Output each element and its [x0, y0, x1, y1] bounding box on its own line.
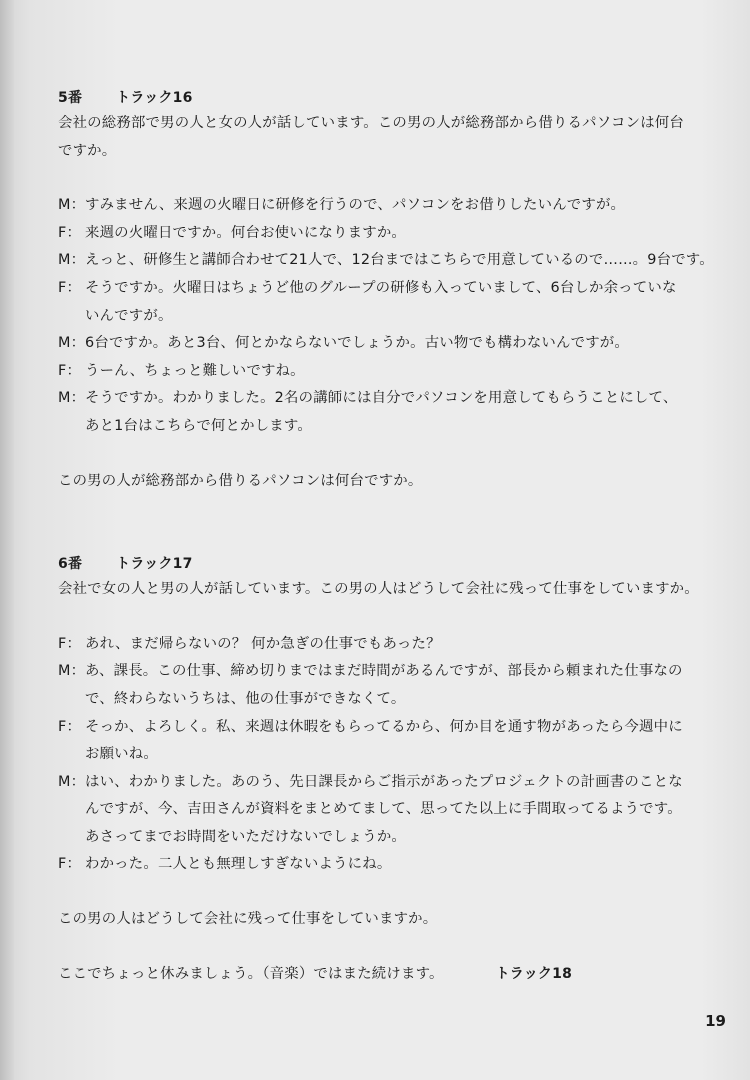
- speaker-label: F：: [58, 635, 82, 652]
- section6-number: 6番: [58, 556, 83, 573]
- dialogue-line: [58, 385, 698, 413]
- dialogue-continuation: あさってまでお時間をいただけないでしょうか。: [85, 828, 406, 845]
- dialogue-text: あ、課長。この仕事、締め切りまではまだ時間があるんですが、部長から頼まれた仕事なの: [85, 663, 683, 680]
- section5-question-line: ですか。: [58, 142, 117, 159]
- dialogue-continuation: あと1台はこちらで何とかします。: [85, 417, 312, 434]
- section6-track: トラック17: [116, 556, 193, 573]
- section6-repeat-question: この男の人はどうして会社に残って仕事をしていますか。: [58, 911, 438, 928]
- section5-header: [58, 86, 698, 110]
- dialogue-line: [58, 851, 698, 879]
- dialogue-text: 6台ですか。あと3台、何とかならないでしょうか。古い物でも構わないんですが。: [85, 335, 629, 352]
- section5-question-line: 会社の総務部で男の人と女の人が話しています。この男の人が総務部から借りるパソコンは何台: [58, 115, 684, 131]
- dialogue-continuation: お願いね。: [85, 746, 158, 763]
- speaker-label: F：: [58, 279, 82, 296]
- dialogue-continuation: で、終わらないうちは、他の仕事ができなくて。: [85, 690, 406, 707]
- dialogue-continuation: んですが、今、吉田さんが資料をまとめてまして、思ってた以上に手間取ってるようです。: [85, 801, 682, 818]
- break-text: ここでちょっと休みましょう。（音楽）ではまた続けます。: [58, 965, 444, 982]
- dialogue-text: あれ、まだ帰らないの？ 何か急ぎの仕事でもあった？: [85, 635, 441, 652]
- section6-header: [58, 552, 698, 576]
- speaker-label: F：: [58, 224, 82, 241]
- speaker-label: M：: [58, 773, 86, 790]
- speaker-label: M：: [58, 335, 86, 352]
- page-text: [58, 86, 714, 988]
- dialogue-line: [58, 714, 698, 742]
- dialogue-text: すみません、来週の火曜日に研修を行うので、パソコンをお借りしたいんですが。: [85, 197, 626, 214]
- dialogue-text: わかった。二人とも無理しすぎないようにね。: [85, 856, 392, 873]
- section6-question-line: 会社で女の人と男の人が話しています。この男の人はどうして会社に残って仕事をしていますか。: [58, 581, 699, 598]
- dialogue-text: 来週の火曜日ですか。何台お使いになりますか。: [85, 224, 406, 241]
- dialogue-line: [58, 769, 698, 797]
- dialogue-text: そうですか。わかりました。2名の講師には自分でパソコンを用意してもらうことにして、: [85, 390, 678, 407]
- speaker-label: M：: [58, 252, 86, 269]
- dialogue-text: そうですか。火曜日はちょうど他のグループの研修も入っていまして、6台しか余っていな: [85, 279, 677, 296]
- section5-track: トラック16: [116, 90, 193, 106]
- speaker-label: M：: [58, 663, 86, 680]
- book-spine: [0, 0, 14, 1080]
- section5-repeat-question: この男の人が総務部から借りるパソコンは何台ですか。: [58, 472, 423, 489]
- dialogue-text: はい、わかりました。あのう、先日課長からご指示があったプロジェクトの計画書のことな: [85, 773, 683, 790]
- dialogue-line: [58, 330, 698, 358]
- dialogue-line: [58, 192, 698, 220]
- dialogue-text: うーん、ちょっと難しいですね。: [85, 362, 305, 379]
- speaker-label: M：: [58, 390, 86, 407]
- speaker-label: F：: [58, 856, 82, 873]
- section5-number: 5番: [58, 90, 83, 106]
- dialogue-line: [58, 247, 714, 275]
- dialogue-text: えっと、研修生と講師合わせて21人で、12台まではこちらで用意しているので……。9台です。: [85, 252, 714, 269]
- dialogue-continuation: いんですが。: [85, 307, 173, 324]
- dialogue-line: [58, 658, 698, 686]
- speaker-label: M：: [58, 197, 86, 214]
- break-track: トラック18: [495, 965, 573, 982]
- dialogue-line: [58, 275, 698, 303]
- dialogue-line: [58, 631, 698, 659]
- dialogue-text: そっか、よろしく。私、来週は休暇をもらってるから、何か目を通す物があったら今週中に: [85, 718, 683, 735]
- break-line: [58, 961, 698, 989]
- speaker-label: F：: [58, 718, 82, 735]
- dialogue-line: [58, 220, 698, 248]
- speaker-label: F：: [58, 362, 82, 379]
- page-number: 19: [705, 1012, 726, 1030]
- dialogue-line: [58, 358, 698, 386]
